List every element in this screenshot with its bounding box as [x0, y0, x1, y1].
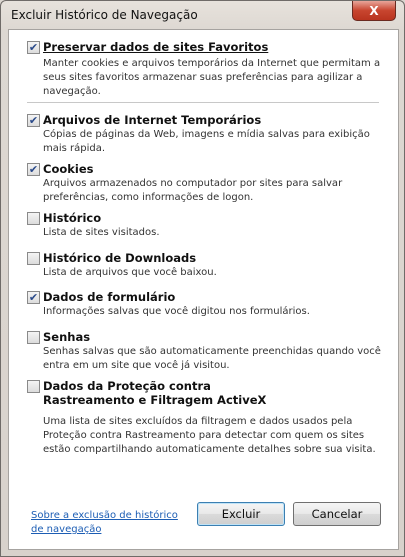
- option-description: Manter cookies e arquivos temporários da Internet que permitam a seus sites favoritos armazenar suas preferências para agilizar a navegação.: [43, 58, 381, 97]
- option-description: Lista de arquivos que você baixou.: [43, 267, 217, 278]
- option-label: Preservar dados de sites Favoritos: [43, 40, 269, 54]
- separator: [27, 102, 379, 103]
- option-label: Dados de formulário: [43, 290, 176, 304]
- option-description: Cópias de páginas da Web, imagens e mídia salvas para exibição mais rápida.: [43, 129, 370, 154]
- option-label: Senhas: [43, 330, 91, 344]
- option-description: Lista de sites visitados.: [43, 227, 160, 238]
- close-icon: X: [369, 3, 379, 18]
- option-label: Histórico de Downloads: [43, 251, 197, 265]
- checkbox-temporary-files[interactable]: ✔: [28, 114, 39, 127]
- option-label: Cookies: [43, 162, 94, 176]
- delete-button[interactable]: Excluir: [197, 502, 285, 526]
- about-deletion-link[interactable]: Sobre a exclusão de histórico de navegação: [31, 510, 178, 535]
- close-button[interactable]: [352, 1, 396, 21]
- checkbox-passwords[interactable]: [27, 331, 40, 344]
- checkbox-tracking-protection[interactable]: [27, 380, 40, 393]
- option-description: Informações salvas que você digitou nos formulários.: [43, 306, 310, 317]
- window-title: Excluir Histórico de Navegação: [11, 8, 198, 22]
- option-label: Histórico: [43, 211, 102, 225]
- checkbox-form-data[interactable]: ✔: [28, 291, 39, 304]
- option-label: Dados da Proteção contra Rastreamento e Filtragem ActiveX: [43, 379, 267, 407]
- checkbox-preserve-favorites[interactable]: ✔: [28, 41, 39, 54]
- checkbox-download-history[interactable]: [27, 252, 40, 265]
- checkbox-history[interactable]: [27, 212, 40, 225]
- dialog-body: [8, 29, 399, 550]
- checkbox-cookies[interactable]: ✔: [28, 163, 39, 176]
- option-description: Senhas salvas que são automaticamente preenchidas quando você entra em um site que você já visitou.: [43, 346, 381, 371]
- cancel-button[interactable]: Cancelar: [293, 502, 381, 526]
- option-label: Arquivos de Internet Temporários: [43, 113, 262, 127]
- option-description: Uma lista de sites excluídos da filtragem e dados usados pela Proteção contra Rastreamento para detectar com quem os sites estão compartilhando automaticamente detalhes sobre sua visita.: [43, 416, 376, 455]
- option-description: Arquivos armazenados no computador por sites para salvar preferências, como informações de logon.: [43, 178, 343, 203]
